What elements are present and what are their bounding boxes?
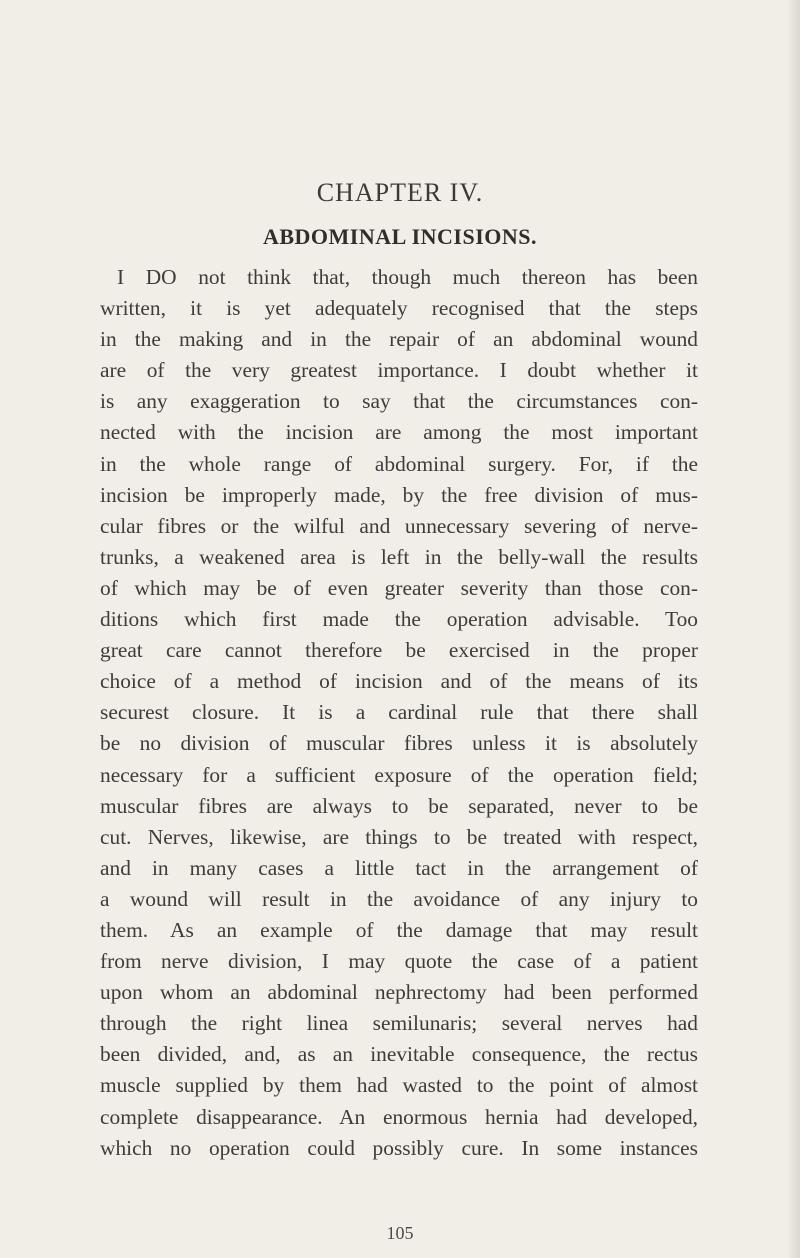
text-line: a wound will result in the avoidance of any injury to <box>100 886 698 911</box>
text-line: which no operation could possibly cure. In some instances <box>100 1135 698 1160</box>
text-line: securest closure. It is a cardinal rule that there shall <box>100 700 698 725</box>
text-line: necessary for a sufficient exposure of the operation field; <box>100 762 698 787</box>
text-line: from nerve division, I may quote the case of a patient <box>100 949 698 974</box>
text-line: is any exaggeration to say that the circumstances con- <box>100 389 698 414</box>
text-line: incision be improperly made, by the free division of mus- <box>100 482 698 507</box>
text-line: through the right linea semilunaris; several nerves had <box>100 1011 698 1036</box>
text-line: written, it is yet adequately recognised that the steps <box>100 296 698 321</box>
chapter-heading: CHAPTER IV. <box>316 178 484 207</box>
text-line: choice of a method of incision and of the means of its <box>100 669 698 694</box>
text-line: cut. Nerves, likewise, are things to be treated with respect, <box>100 824 698 849</box>
text-line: in the whole range of abdominal surgery. For, if the <box>100 451 698 476</box>
text-line: of which may be of even greater severity than those con- <box>100 575 698 600</box>
text-line: upon whom an abdominal nephrectomy had been performed <box>100 980 698 1005</box>
text-line: muscle supplied by them had wasted to the point of almost <box>100 1073 698 1098</box>
text-line: nected with the incision are among the most important <box>100 420 698 445</box>
text-line: complete disappearance. An enormous hernia had developed, <box>100 1104 698 1129</box>
text-line: trunks, a weakened area is left in the belly-wall the results <box>100 544 698 569</box>
page-number: 105 <box>386 1223 414 1243</box>
text-line: muscular fibres are always to be separated, never to be <box>100 793 698 818</box>
text-line: cular fibres or the wilful and unnecessary severing of nerve- <box>100 513 698 538</box>
text-line: ditions which first made the operation advisable. Too <box>100 607 698 632</box>
text-line: them. As an example of the damage that may result <box>100 917 698 942</box>
text-line: be no division of muscular fibres unless it is absolutely <box>100 731 698 756</box>
text-line: I DO not think that, though much thereon has been <box>117 265 698 289</box>
text-line: in the making and in the repair of an abdominal wound <box>100 327 698 352</box>
text-line: been divided, and, as an inevitable consequence, the rectus <box>100 1042 698 1067</box>
body-paragraph <box>100 262 698 1164</box>
section-title: ABDOMINAL INCISIONS. <box>262 224 538 249</box>
text-line: are of the very greatest importance. I doubt whether it <box>100 358 698 383</box>
text-line: great care cannot therefore be exercised in the proper <box>100 638 698 663</box>
text-line: and in many cases a little tact in the arrangement of <box>100 855 698 880</box>
